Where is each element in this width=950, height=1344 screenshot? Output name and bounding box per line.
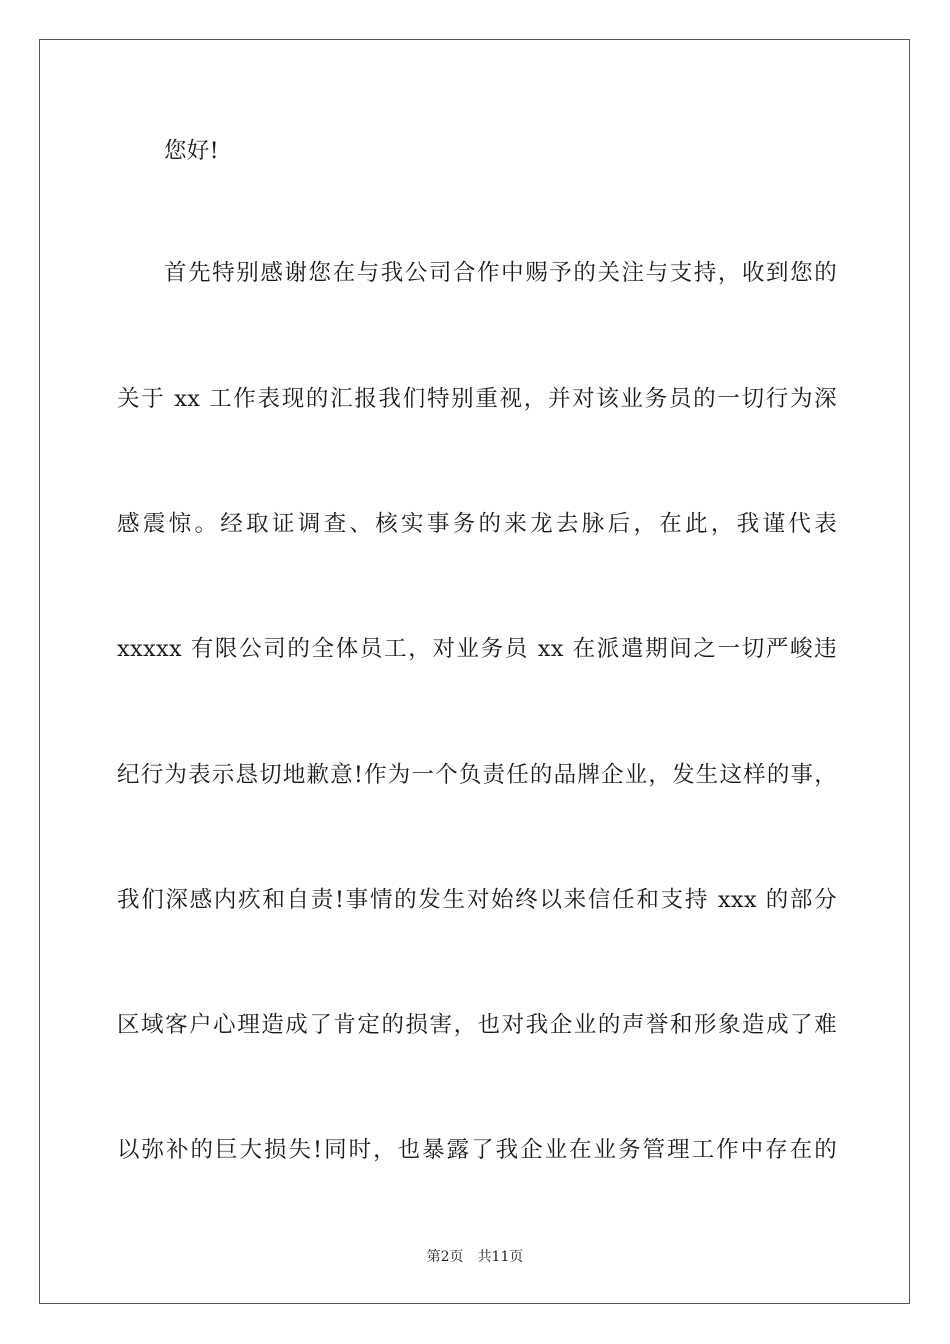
page-total: 共11页 xyxy=(477,1249,524,1265)
body-line-1: 首先特别感谢您在与我公司合作中赐予的关注与支持，收到您的 xyxy=(164,260,837,286)
body-line-3: 感震惊。经取证调查、核实事务的来龙去脉后，在此，我谨代表 xyxy=(117,511,837,537)
body-line-5: 纪行为表示恳切地歉意!作为一个负责任的品牌企业，发生这样的事， xyxy=(117,762,837,788)
page-number: 第2页 xyxy=(426,1249,464,1265)
body-line-8: 以弥补的巨大损失!同时，也暴露了我企业在业务管理工作中存在的 xyxy=(117,1137,837,1163)
page-footer xyxy=(0,1247,950,1267)
body-line-2: 关于 xx 工作表现的汇报我们特别重视，并对该业务员的一切行为深 xyxy=(117,386,837,412)
greeting-line: 您好! xyxy=(164,138,219,164)
body-line-4: xxxxx 有限公司的全体员工，对业务员 xx 在派遣期间之一切严峻违 xyxy=(117,636,837,662)
body-line-6: 我们深感内疚和自责!事情的发生对始终以来信任和支持 xxx 的部分 xyxy=(117,887,837,913)
body-line-7: 区域客户心理造成了肯定的损害，也对我企业的声誉和形象造成了难 xyxy=(117,1012,837,1038)
page-border xyxy=(39,39,910,1304)
